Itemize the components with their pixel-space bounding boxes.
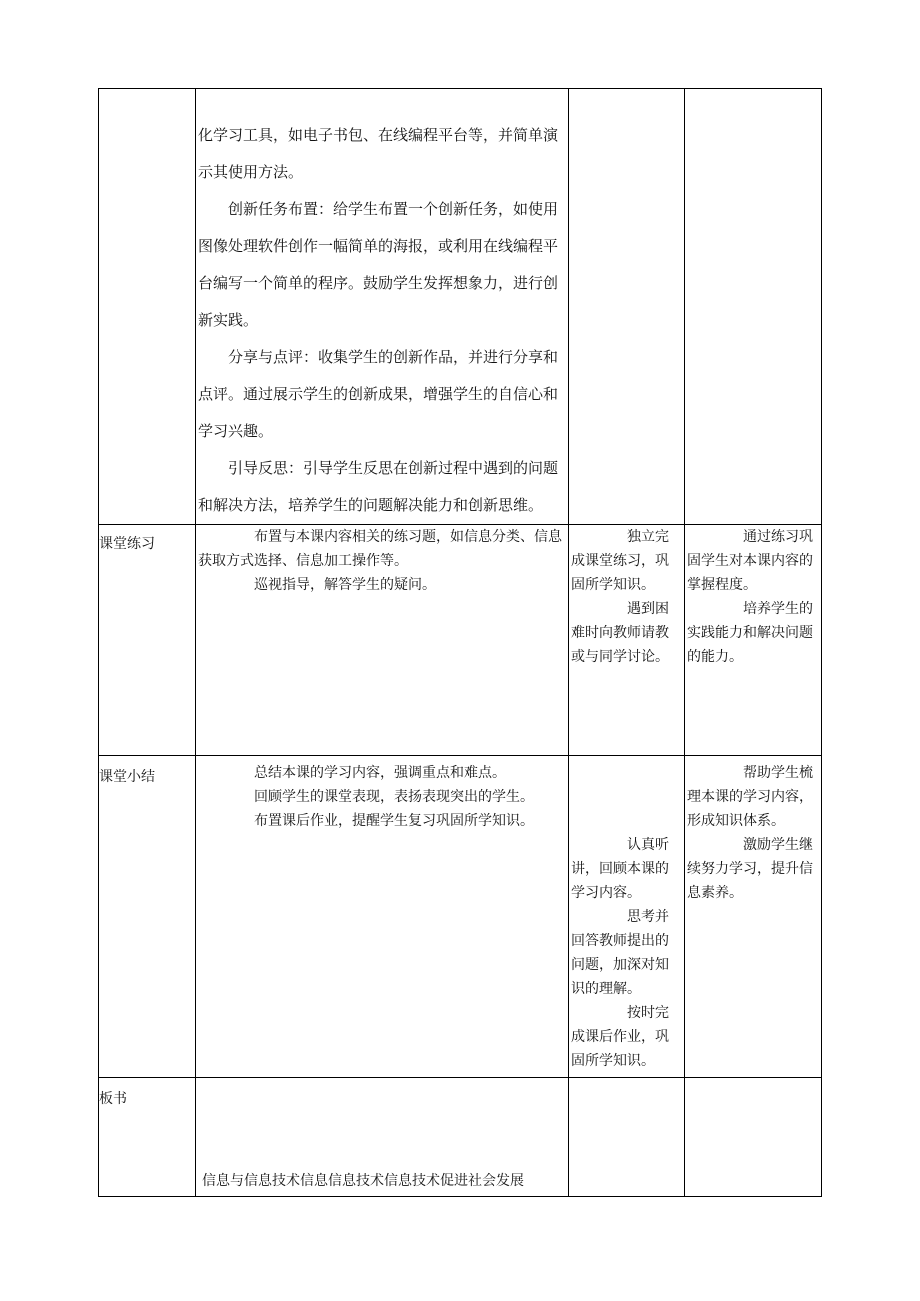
practice-intent-1: 通过练习巩固学生对本课内容的掌握程度。: [687, 529, 813, 593]
board-row: [99, 1078, 822, 1197]
practice-label: 课堂练习: [99, 536, 155, 552]
paragraph-reflect: 引导反思：引导学生反思在创新过程中遇到的问题和解决方法，培养学生的问题解决能力和创新思维。: [198, 459, 559, 514]
summary-student-1: 认真听讲，回顾本课的学习内容。: [571, 837, 669, 901]
summary-teacher-3: 布置课后作业，提醒学生复习巩固所学知识。: [254, 813, 534, 829]
summary-label-cell: [99, 756, 196, 1078]
board-student-cell: [569, 1078, 685, 1197]
innovation-teacher-cell: [196, 89, 569, 525]
board-label-cell: [99, 1078, 196, 1197]
summary-row: [99, 756, 822, 1078]
lesson-plan-table: [98, 88, 822, 1197]
innovation-intent-cell: [685, 89, 822, 525]
summary-teacher-cell: [196, 756, 569, 1078]
summary-student-2: 思考并回答教师提出的问题，加深对知识的理解。: [571, 909, 669, 997]
practice-intent-cell: [685, 525, 822, 756]
summary-teacher-1: 总结本课的学习内容，强调重点和难点。: [254, 765, 506, 781]
innovation-row: [99, 89, 822, 525]
summary-intent-2: 激励学生继续努力学习，提升信息素养。: [687, 837, 813, 901]
practice-student-2: 遇到困难时向教师请教或与同学讨论。: [571, 601, 669, 665]
practice-intent-2: 培养学生的实践能力和解决问题的能力。: [687, 601, 813, 665]
paragraph-task: 创新任务布置：给学生布置一个创新任务，如使用图像处理软件创作一幅简单的海报，或利用在线编程平台编写一个简单的程序。鼓励学生发挥想象力，进行创新实践。: [198, 200, 559, 329]
summary-student-cell: [569, 756, 685, 1078]
paragraph-tools: 化学习工具，如电子书包、在线编程平台等，并简单演示其使用方法。: [198, 126, 559, 181]
innovation-student-cell: [569, 89, 685, 525]
practice-student-1: 独立完成课堂练习，巩固所学知识。: [571, 529, 669, 593]
practice-row: [99, 525, 822, 756]
summary-intent-1: 帮助学生梳理本课的学习内容，形成知识体系。: [687, 765, 813, 829]
practice-label-cell: [99, 525, 196, 756]
board-content: 信息与信息技术信息信息技术信息技术促进社会发展: [202, 1173, 524, 1189]
board-label: 板书: [99, 1091, 127, 1107]
practice-teacher-1: 布置与本课内容相关的练习题，如信息分类、信息获取方式选择、信息加工操作等。: [198, 529, 562, 569]
summary-student-3: 按时完成课后作业，巩固所学知识。: [571, 1005, 669, 1069]
summary-intent-cell: [685, 756, 822, 1078]
summary-teacher-2: 回顾学生的课堂表现，表扬表现突出的学生。: [254, 789, 534, 805]
board-intent-cell: [685, 1078, 822, 1197]
innovation-label-cell: [99, 89, 196, 525]
board-content-cell: [196, 1078, 569, 1197]
practice-teacher-cell: [196, 525, 569, 756]
practice-student-cell: [569, 525, 685, 756]
practice-teacher-2: 巡视指导，解答学生的疑问。: [254, 577, 436, 593]
summary-label: 课堂小结: [99, 769, 155, 785]
paragraph-share: 分享与点评：收集学生的创新作品，并进行分享和点评。通过展示学生的创新成果，增强学生的自信心和学习兴趣。: [198, 348, 559, 440]
